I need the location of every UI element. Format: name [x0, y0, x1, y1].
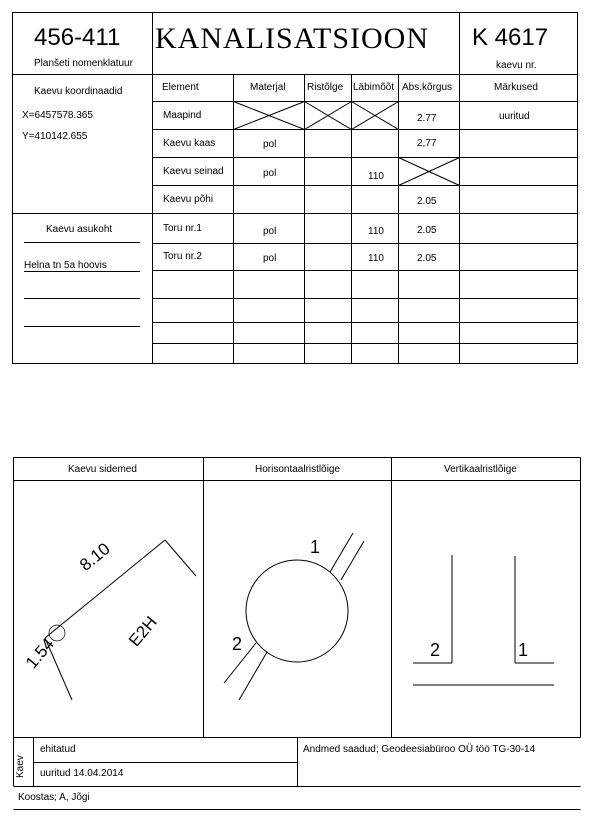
table-cell-diameter: 110	[368, 226, 384, 237]
table-cell-abs: 2,77	[417, 138, 437, 149]
table-cell-notes: uuritud	[499, 111, 530, 122]
well-number: K 4617	[472, 24, 549, 51]
side-label-kaev: Kaev	[15, 755, 26, 778]
table-cell-abs: 2.05	[417, 253, 437, 264]
location-heading: Kaevu asukoht	[46, 224, 113, 235]
location-text: Helna tn 5a hoovis	[24, 260, 107, 271]
built-text: ehitatud	[40, 744, 76, 755]
page-title: KANALISATSIOON	[155, 22, 429, 55]
col-header-element: Element	[162, 82, 199, 93]
col-header-cross: Ristõlge	[307, 82, 344, 93]
table-cell-element: Kaevu seinad	[163, 166, 224, 177]
nomenclature-label: Planšeti nomenklatuur	[34, 58, 133, 69]
pipe-number-2: 2	[232, 634, 243, 654]
vertical-pipe-2: 2	[430, 640, 441, 660]
distance-label-1-54: 1.54	[22, 634, 58, 673]
table-cell-abs: 2.77	[417, 113, 437, 124]
coord-x: X=6457578.365	[22, 110, 93, 121]
table-cell-element: Toru nr.1	[163, 223, 202, 234]
table-cell-material: pol	[263, 226, 277, 237]
distance-label-8-10: 8.10	[76, 539, 114, 575]
col-header-diameter: Läbimõõt	[353, 82, 395, 93]
data-source-text: Andmed saadud; Geodeesiabüroo OÜ töö TG-30-14	[303, 744, 536, 755]
table-cell-diameter: 110	[368, 253, 384, 264]
table-cell-abs: 2.05	[417, 225, 437, 236]
col-header-material: Materjal	[250, 82, 286, 93]
diagram-col2-title: Horisontaalristlõige	[255, 464, 341, 475]
vertical-pipe-1: 1	[518, 640, 529, 660]
table-cell-material: pol	[263, 139, 277, 150]
author-text: Koostas; A, Jõgi	[18, 792, 90, 803]
coord-y: Y=410142.655	[22, 131, 88, 142]
table-cell-material: pol	[263, 168, 277, 179]
coords-heading: Kaevu koordinaadid	[34, 86, 123, 97]
table-cell-element: Kaevu kaas	[163, 138, 216, 149]
diagram-col3-title: Vertikaalristlõige	[444, 464, 517, 475]
col-header-abs: Abs.kõrgus	[402, 82, 453, 93]
table-cell-abs: 2.05	[417, 196, 437, 207]
table-cell-diameter: 110	[368, 171, 384, 182]
nomenclature-code: 456-411	[34, 24, 121, 51]
table-cell-element: Kaevu põhi	[163, 194, 214, 205]
table-cell-element: Toru nr.2	[163, 251, 202, 262]
well-number-label: kaevu nr.	[496, 60, 537, 71]
building-label: E2H	[125, 612, 161, 651]
diagram-col1-title: Kaevu sidemed	[68, 464, 137, 475]
surveyed-text: uuritud 14.04.2014	[40, 768, 124, 779]
pipe-number-1: 1	[310, 537, 321, 557]
col-header-notes: Märkused	[494, 82, 538, 93]
table-cell-element: Maapind	[163, 110, 202, 121]
table-cell-material: pol	[263, 253, 277, 264]
